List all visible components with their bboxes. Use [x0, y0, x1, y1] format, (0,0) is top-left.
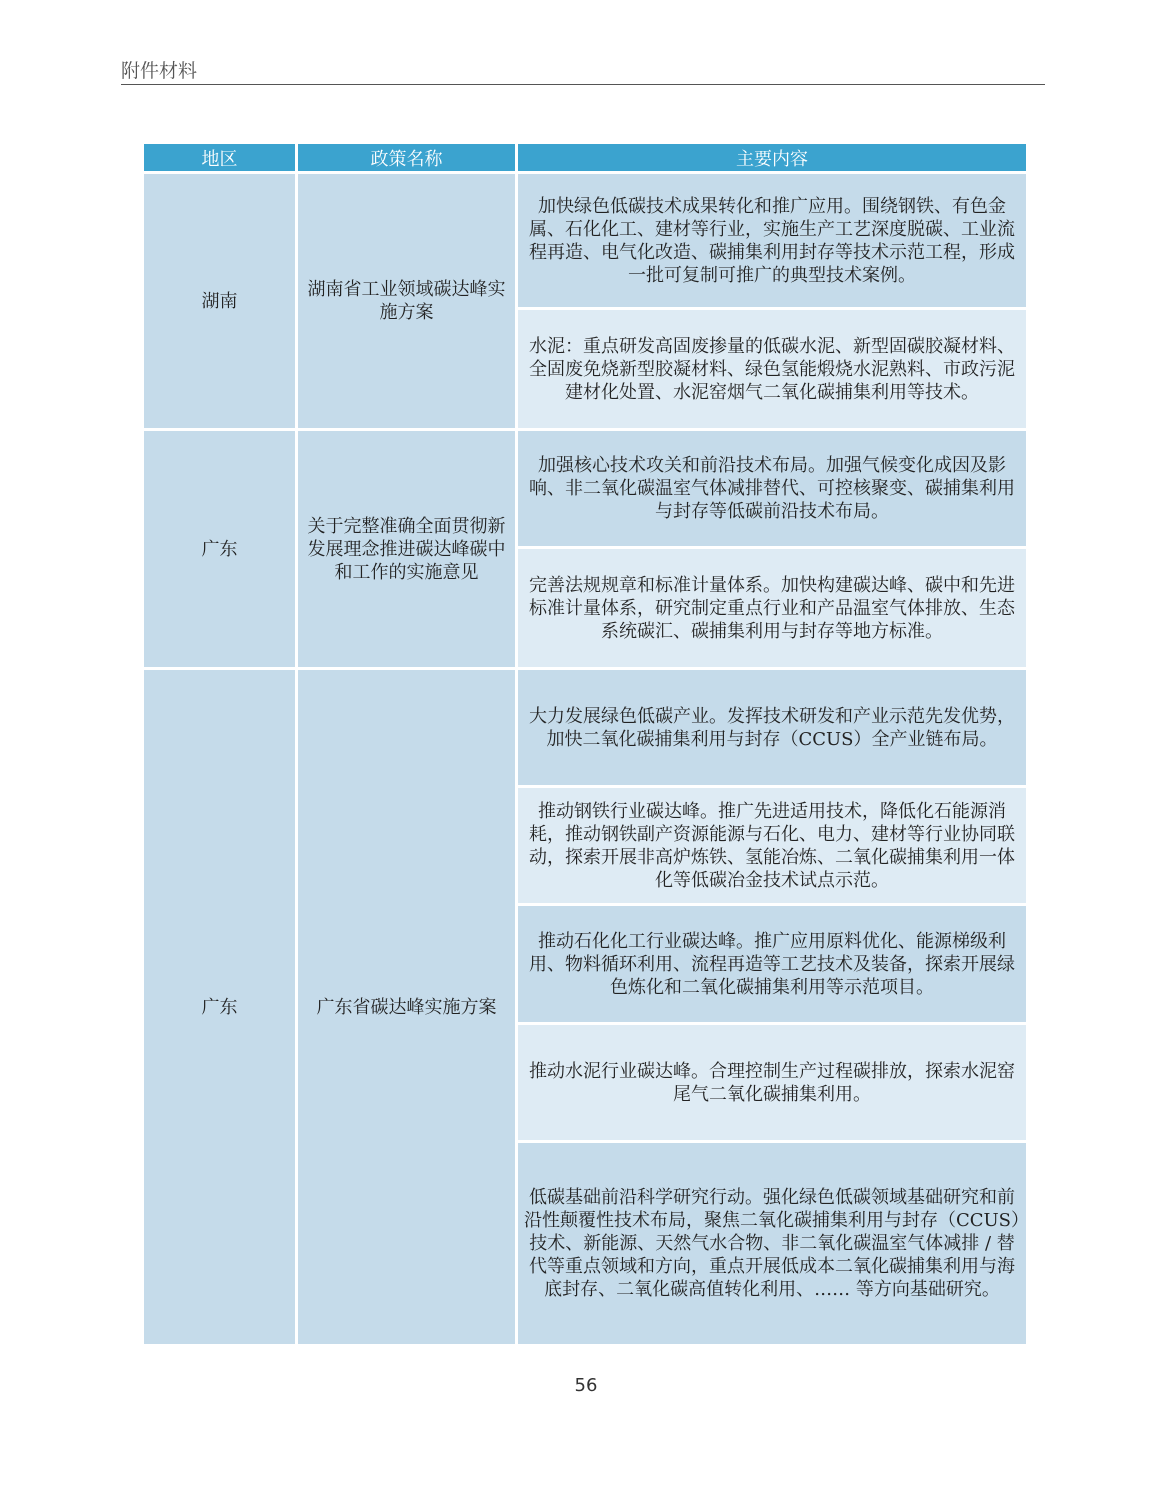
- policy-table: [144, 144, 1026, 1338]
- content-item: 完善法规规章和标准计量体系。加快构建碳达峰、碳中和先进标准计量体系，研究制定重点行业和产品温室气体排放、生态系统碳汇、碳捕集利用与封存等地方标准。: [518, 549, 1026, 667]
- column-header-region: 地区: [144, 144, 295, 171]
- column-header-content: 主要内容: [518, 144, 1026, 171]
- content-item: 加强核心技术攻关和前沿技术布局。加强气候变化成因及影响、非二氧化碳温室气体减排替代、可控核聚变、碳捕集利用与封存等低碳前沿技术布局。: [518, 431, 1026, 546]
- region-cell: 湖南: [144, 174, 295, 428]
- policy-cell: 关于完整准确全面贯彻新发展理念推进碳达峰碳中和工作的实施意见: [298, 431, 515, 667]
- content-cell-group: [518, 431, 1026, 667]
- content-item: 大力发展绿色低碳产业。发挥技术研发和产业示范先发优势，加快二氧化碳捕集利用与封存（CCUS）全产业链布局。: [518, 670, 1026, 785]
- content-item: 水泥：重点研发高固废掺量的低碳水泥、新型固碳胶凝材料、全固废免烧新型胶凝材料、绿色氢能煅烧水泥熟料、市政污泥建材化处置、水泥窑烟气二氧化碳捕集利用等技术。: [518, 310, 1026, 428]
- region-cell: 广东: [144, 431, 295, 667]
- column-header-policy: 政策名称: [298, 144, 515, 171]
- page-number: 56: [574, 1375, 598, 1396]
- policy-cell: 广东省碳达峰实施方案: [298, 670, 515, 1344]
- content-item: 推动石化化工行业碳达峰。推广应用原料优化、能源梯级利用、物料循环利用、流程再造等工艺技术及装备，探索开展绿色炼化和二氧化碳捕集利用等示范项目。: [518, 906, 1026, 1022]
- content-item: 推动钢铁行业碳达峰。推广先进适用技术，降低化石能源消耗，推动钢铁副产资源能源与石化、电力、建材等行业协同联动，探索开展非高炉炼铁、氢能冶炼、二氧化碳捕集利用一体化等低碳冶金技术试点示范。: [518, 788, 1026, 903]
- content-item: 推动水泥行业碳达峰。合理控制生产过程碳排放，探索水泥窑尾气二氧化碳捕集利用。: [518, 1025, 1026, 1140]
- content-cell-group: [518, 174, 1026, 428]
- header-rule: [121, 84, 1045, 85]
- policy-cell: 湖南省工业领域碳达峰实施方案: [298, 174, 515, 428]
- content-item: 加快绿色低碳技术成果转化和推广应用。围绕钢铁、有色金属、石化化工、建材等行业，实施生产工艺深度脱碳、工业流程再造、电气化改造、碳捕集利用封存等技术示范工程，形成一批可复制可推广的典型技术案例。: [518, 174, 1026, 307]
- running-head: 附件材料: [121, 60, 198, 82]
- region-cell: 广东: [144, 670, 295, 1344]
- content-cell-group: [518, 670, 1026, 1344]
- content-item: 低碳基础前沿科学研究行动。强化绿色低碳领域基础研究和前沿性颠覆性技术布局，聚焦二氧化碳捕集利用与封存（CCUS）技术、新能源、天然气水合物、非二氧化碳温室气体减排 / 替代等重点领域和方向，重点开展低成本二氧化碳捕集利用与海底封存、二氧化碳高值转化利用、…… 等方向基础研究。: [518, 1143, 1026, 1344]
